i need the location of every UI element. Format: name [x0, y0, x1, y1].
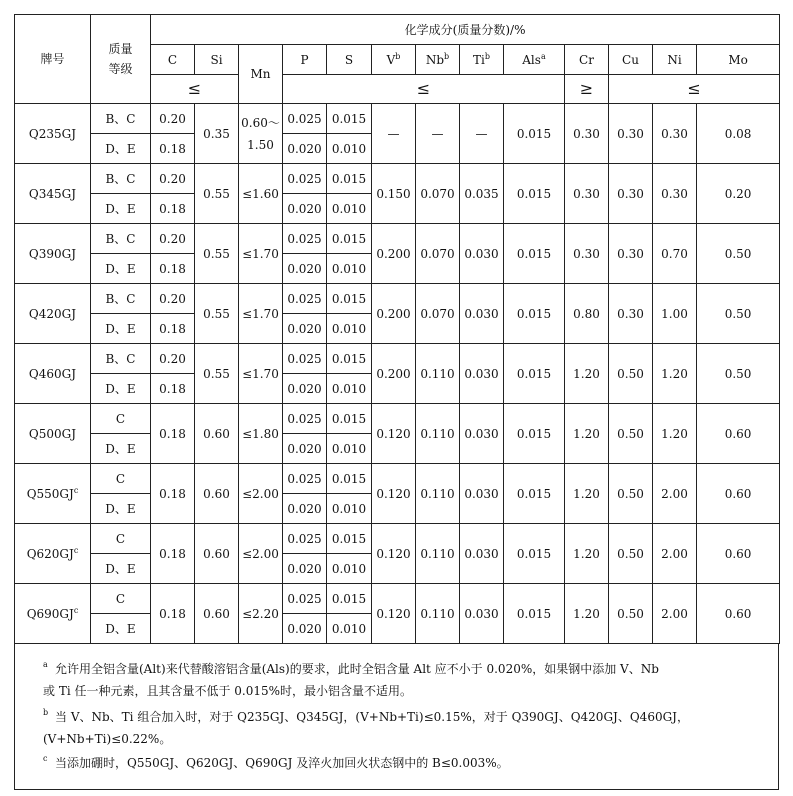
footnote-b — [43, 706, 768, 750]
molybdenum-cell: 0.50 — [697, 224, 780, 284]
vanadium-cell: 0.120 — [372, 464, 416, 524]
element-footnote-mark: b — [484, 51, 490, 61]
phosphorus-cell-2: 0.020 — [283, 614, 327, 644]
quality-level-2: D、E — [91, 434, 151, 464]
element-footnote-mark: b — [444, 51, 450, 61]
quality-level-2: D、E — [91, 614, 151, 644]
phosphorus-cell-1: 0.025 — [283, 344, 327, 374]
phosphorus-cell-2: 0.020 — [283, 434, 327, 464]
grade-cell — [15, 464, 91, 524]
carbon-cell-1: 0.20 — [151, 164, 195, 194]
vanadium-cell: 0.200 — [372, 224, 416, 284]
header-grade: 牌号 — [15, 15, 91, 104]
carbon-cell-1: 0.20 — [151, 344, 195, 374]
sulfur-cell-1: 0.015 — [327, 404, 372, 434]
manganese-cell: ≤2.00 — [239, 464, 283, 524]
element-symbol: Cu — [622, 52, 639, 67]
element-symbol: Si — [210, 52, 223, 67]
quality-level-1: B、C — [91, 224, 151, 254]
manganese-cell: 0.60～1.50 — [239, 104, 283, 164]
silicon-cell: 0.60 — [195, 464, 239, 524]
nickel-cell: 0.30 — [653, 104, 697, 164]
sulfur-cell-2: 0.010 — [327, 434, 372, 464]
footnote-mark: c — [43, 754, 48, 763]
vanadium-cell: 0.120 — [372, 524, 416, 584]
grade-cell — [15, 524, 91, 584]
sulfur-cell-2: 0.010 — [327, 494, 372, 524]
table-row — [15, 584, 780, 614]
quality-level-1: C — [91, 464, 151, 494]
chromium-cell: 0.30 — [565, 164, 609, 224]
carbon-cell-2: 0.18 — [151, 194, 195, 224]
chromium-cell: 1.20 — [565, 464, 609, 524]
niobium-cell: — — [416, 104, 460, 164]
copper-cell: 0.30 — [609, 164, 653, 224]
limit-le-p-ti: ≤ — [283, 75, 565, 104]
phosphorus-cell-1: 0.025 — [283, 224, 327, 254]
table-row — [15, 344, 780, 374]
titanium-cell: 0.035 — [460, 164, 504, 224]
nickel-cell: 1.20 — [653, 404, 697, 464]
element-symbol: Ti — [473, 52, 485, 67]
sulfur-cell-1: 0.015 — [327, 524, 372, 554]
quality-level-2: D、E — [91, 254, 151, 284]
header-element-mn — [239, 45, 283, 104]
sulfur-cell-2: 0.010 — [327, 194, 372, 224]
titanium-cell: 0.030 — [460, 524, 504, 584]
quality-level-1: B、C — [91, 284, 151, 314]
header-element-c — [151, 45, 195, 75]
element-symbol: S — [344, 52, 354, 67]
chromium-cell: 0.80 — [565, 284, 609, 344]
titanium-cell: 0.030 — [460, 284, 504, 344]
header-element-s — [327, 45, 372, 75]
grade-name: Q390GJ — [28, 246, 77, 261]
aluminium-cell: 0.015 — [504, 344, 565, 404]
carbon-cell-2: 0.18 — [151, 254, 195, 284]
copper-cell: 0.30 — [609, 104, 653, 164]
titanium-cell: 0.030 — [460, 344, 504, 404]
molybdenum-cell: 0.50 — [697, 344, 780, 404]
element-footnote-mark: a — [540, 51, 546, 61]
nickel-cell: 1.20 — [653, 344, 697, 404]
table-row — [15, 524, 780, 554]
header-element-als — [504, 45, 565, 75]
header-element-mo — [697, 45, 780, 75]
nickel-cell: 0.70 — [653, 224, 697, 284]
quality-level-1: C — [91, 584, 151, 614]
table-row — [15, 284, 780, 314]
element-symbol: Nb — [425, 52, 445, 67]
aluminium-cell: 0.015 — [504, 584, 565, 644]
sulfur-cell-1: 0.015 — [327, 164, 372, 194]
grade-footnote-mark: c — [73, 545, 79, 555]
copper-cell: 0.30 — [609, 224, 653, 284]
quality-level-2: D、E — [91, 374, 151, 404]
sulfur-cell-1: 0.015 — [327, 584, 372, 614]
manganese-cell: ≤1.70 — [239, 344, 283, 404]
molybdenum-cell: 0.08 — [697, 104, 780, 164]
grade-name: Q690GJ — [26, 606, 74, 621]
chemical-composition-table — [14, 14, 780, 644]
grade-cell — [15, 584, 91, 644]
carbon-cell: 0.18 — [151, 524, 195, 584]
header-element-nb — [416, 45, 460, 75]
element-symbol: Als — [522, 52, 541, 67]
quality-level-2: D、E — [91, 494, 151, 524]
silicon-cell: 0.60 — [195, 584, 239, 644]
phosphorus-cell-2: 0.020 — [283, 494, 327, 524]
footnote-a — [43, 658, 768, 702]
grade-name: Q620GJ — [26, 546, 74, 561]
molybdenum-cell: 0.60 — [697, 524, 780, 584]
niobium-cell: 0.110 — [416, 464, 460, 524]
grade-cell — [15, 404, 91, 464]
niobium-cell: 0.070 — [416, 284, 460, 344]
aluminium-cell: 0.015 — [504, 524, 565, 584]
chromium-cell: 1.20 — [565, 524, 609, 584]
quality-level-1: C — [91, 404, 151, 434]
molybdenum-cell: 0.50 — [697, 284, 780, 344]
sulfur-cell-2: 0.010 — [327, 614, 372, 644]
table-row — [15, 404, 780, 434]
silicon-cell: 0.55 — [195, 344, 239, 404]
grade-name: Q500GJ — [28, 426, 77, 441]
niobium-cell: 0.110 — [416, 584, 460, 644]
table-row — [15, 464, 780, 494]
copper-cell: 0.50 — [609, 464, 653, 524]
footnote-text-line: 当 V、Nb、Ti 组合加入时，对于 Q235GJ、Q345GJ，(V+Nb+Ti)≤0.15%，对于 Q390GJ、Q420GJ、Q460GJ， — [55, 710, 689, 724]
copper-cell: 0.50 — [609, 344, 653, 404]
aluminium-cell: 0.015 — [504, 104, 565, 164]
copper-cell: 0.50 — [609, 584, 653, 644]
chromium-cell: 0.30 — [565, 104, 609, 164]
element-symbol: Ni — [667, 52, 682, 67]
carbon-cell: 0.18 — [151, 404, 195, 464]
limit-ge-als: ≥ — [565, 75, 609, 104]
sulfur-cell-2: 0.010 — [327, 374, 372, 404]
phosphorus-cell-1: 0.025 — [283, 404, 327, 434]
header-element-ti — [460, 45, 504, 75]
titanium-cell: 0.030 — [460, 404, 504, 464]
quality-level-2: D、E — [91, 554, 151, 584]
quality-level-2: D、E — [91, 194, 151, 224]
molybdenum-cell: 0.20 — [697, 164, 780, 224]
grade-cell — [15, 104, 91, 164]
sulfur-cell-1: 0.015 — [327, 464, 372, 494]
silicon-cell: 0.55 — [195, 284, 239, 344]
sulfur-cell-1: 0.015 — [327, 284, 372, 314]
nickel-cell: 1.00 — [653, 284, 697, 344]
titanium-cell: 0.030 — [460, 464, 504, 524]
silicon-cell: 0.60 — [195, 404, 239, 464]
header-element-cu — [609, 45, 653, 75]
grade-cell — [15, 344, 91, 404]
phosphorus-cell-1: 0.025 — [283, 164, 327, 194]
footnote-text-line: 当添加硼时，Q550GJ、Q620GJ、Q690GJ 及淬火加回火状态钢中的 B≤0.003%。 — [55, 756, 509, 770]
carbon-cell: 0.18 — [151, 464, 195, 524]
phosphorus-cell-1: 0.025 — [283, 464, 327, 494]
aluminium-cell: 0.015 — [504, 404, 565, 464]
vanadium-cell: 0.120 — [372, 404, 416, 464]
header-quality-level-text: 质量等级 — [108, 42, 133, 76]
grade-footnote-mark: c — [73, 485, 79, 495]
vanadium-cell: 0.200 — [372, 344, 416, 404]
vanadium-cell: 0.200 — [372, 284, 416, 344]
limit-le-cr-mo: ≤ — [609, 75, 780, 104]
grade-name: Q345GJ — [28, 186, 77, 201]
grade-cell — [15, 284, 91, 344]
quality-level-1: B、C — [91, 344, 151, 374]
grade-name: Q550GJ — [26, 486, 74, 501]
phosphorus-cell-1: 0.025 — [283, 584, 327, 614]
sulfur-cell-2: 0.010 — [327, 134, 372, 164]
phosphorus-cell-2: 0.020 — [283, 254, 327, 284]
titanium-cell: 0.030 — [460, 584, 504, 644]
copper-cell: 0.50 — [609, 524, 653, 584]
carbon-cell-2: 0.18 — [151, 314, 195, 344]
table-row — [15, 224, 780, 254]
carbon-cell: 0.18 — [151, 584, 195, 644]
grade-name: Q420GJ — [28, 306, 77, 321]
silicon-cell: 0.55 — [195, 164, 239, 224]
element-symbol: Mn — [250, 67, 271, 81]
table-notes — [14, 644, 779, 790]
sulfur-cell-2: 0.010 — [327, 254, 372, 284]
aluminium-cell: 0.015 — [504, 284, 565, 344]
sulfur-cell-2: 0.010 — [327, 314, 372, 344]
element-symbol: V — [386, 52, 396, 67]
manganese-cell: ≤2.20 — [239, 584, 283, 644]
header-chem-title: 化学成分(质量分数)/% — [151, 15, 780, 45]
aluminium-cell: 0.015 — [504, 164, 565, 224]
niobium-cell: 0.110 — [416, 344, 460, 404]
table-row — [15, 164, 780, 194]
element-symbol: Cr — [579, 52, 594, 67]
nickel-cell: 0.30 — [653, 164, 697, 224]
chromium-cell: 1.20 — [565, 344, 609, 404]
footnote-mark: a — [43, 660, 48, 669]
chromium-cell: 1.20 — [565, 584, 609, 644]
copper-cell: 0.50 — [609, 404, 653, 464]
header-element-si — [195, 45, 239, 75]
niobium-cell: 0.070 — [416, 224, 460, 284]
header-element-p — [283, 45, 327, 75]
manganese-cell: ≤1.80 — [239, 404, 283, 464]
niobium-cell: 0.110 — [416, 404, 460, 464]
phosphorus-cell-2: 0.020 — [283, 194, 327, 224]
header-element-ni — [653, 45, 697, 75]
grade-cell — [15, 224, 91, 284]
manganese-cell: ≤1.70 — [239, 224, 283, 284]
silicon-cell: 0.55 — [195, 224, 239, 284]
phosphorus-cell-2: 0.020 — [283, 554, 327, 584]
chromium-cell: 1.20 — [565, 404, 609, 464]
molybdenum-cell: 0.60 — [697, 404, 780, 464]
carbon-cell-1: 0.20 — [151, 224, 195, 254]
molybdenum-cell: 0.60 — [697, 464, 780, 524]
grade-name: Q460GJ — [28, 366, 77, 381]
header-quality-level — [91, 15, 151, 104]
phosphorus-cell-2: 0.020 — [283, 314, 327, 344]
footnote-text-line: 允许用全铝含量(Alt)来代替酸溶铝含量(Als)的要求，此时全铝含量 Alt 应不小于 0.020%，如果钢中添加 V、Nb — [55, 662, 659, 676]
carbon-cell-2: 0.18 — [151, 134, 195, 164]
quality-level-2: D、E — [91, 314, 151, 344]
vanadium-cell: 0.120 — [372, 584, 416, 644]
quality-level-2: D、E — [91, 134, 151, 164]
nickel-cell: 2.00 — [653, 524, 697, 584]
manganese-cell: ≤1.70 — [239, 284, 283, 344]
element-symbol: P — [300, 52, 309, 67]
carbon-cell-2: 0.18 — [151, 374, 195, 404]
aluminium-cell: 0.015 — [504, 464, 565, 524]
table-body — [15, 15, 780, 644]
footnote-c — [43, 752, 768, 774]
niobium-cell: 0.110 — [416, 524, 460, 584]
chemical-composition-table-wrapper — [14, 14, 779, 790]
manganese-cell: ≤1.60 — [239, 164, 283, 224]
sulfur-cell-1: 0.015 — [327, 104, 372, 134]
footnote-text-line: (V+Nb+Ti)≤0.22%。 — [43, 732, 172, 746]
footnote-text-line: 或 Ti 任一种元素，且其含量不低于 0.015%时，最小铝含量不适用。 — [43, 684, 413, 698]
phosphorus-cell-2: 0.020 — [283, 374, 327, 404]
phosphorus-cell-1: 0.025 — [283, 524, 327, 554]
niobium-cell: 0.070 — [416, 164, 460, 224]
table-row — [15, 104, 780, 134]
footnote-mark: b — [43, 708, 49, 717]
silicon-cell: 0.35 — [195, 104, 239, 164]
quality-level-1: C — [91, 524, 151, 554]
header-element-v — [372, 45, 416, 75]
titanium-cell: 0.030 — [460, 224, 504, 284]
grade-cell — [15, 164, 91, 224]
sulfur-cell-1: 0.015 — [327, 224, 372, 254]
header-element-cr — [565, 45, 609, 75]
quality-level-1: B、C — [91, 164, 151, 194]
sulfur-cell-2: 0.010 — [327, 554, 372, 584]
silicon-cell: 0.60 — [195, 524, 239, 584]
grade-footnote-mark: c — [73, 605, 79, 615]
vanadium-cell: 0.150 — [372, 164, 416, 224]
sulfur-cell-1: 0.015 — [327, 344, 372, 374]
molybdenum-cell: 0.60 — [697, 584, 780, 644]
carbon-cell-1: 0.20 — [151, 284, 195, 314]
carbon-cell-1: 0.20 — [151, 104, 195, 134]
nickel-cell: 2.00 — [653, 584, 697, 644]
nickel-cell: 2.00 — [653, 464, 697, 524]
phosphorus-cell-1: 0.025 — [283, 104, 327, 134]
element-symbol: Mo — [728, 52, 748, 67]
header-row-1 — [15, 15, 780, 45]
copper-cell: 0.30 — [609, 284, 653, 344]
aluminium-cell: 0.015 — [504, 224, 565, 284]
phosphorus-cell-2: 0.020 — [283, 134, 327, 164]
quality-level-1: B、C — [91, 104, 151, 134]
grade-name: Q235GJ — [28, 126, 77, 141]
element-footnote-mark: b — [395, 51, 401, 61]
element-symbol: C — [167, 52, 178, 67]
vanadium-cell: — — [372, 104, 416, 164]
titanium-cell: — — [460, 104, 504, 164]
manganese-cell: ≤2.00 — [239, 524, 283, 584]
chromium-cell: 0.30 — [565, 224, 609, 284]
phosphorus-cell-1: 0.025 — [283, 284, 327, 314]
limit-le-c-si: ≤ — [151, 75, 239, 104]
